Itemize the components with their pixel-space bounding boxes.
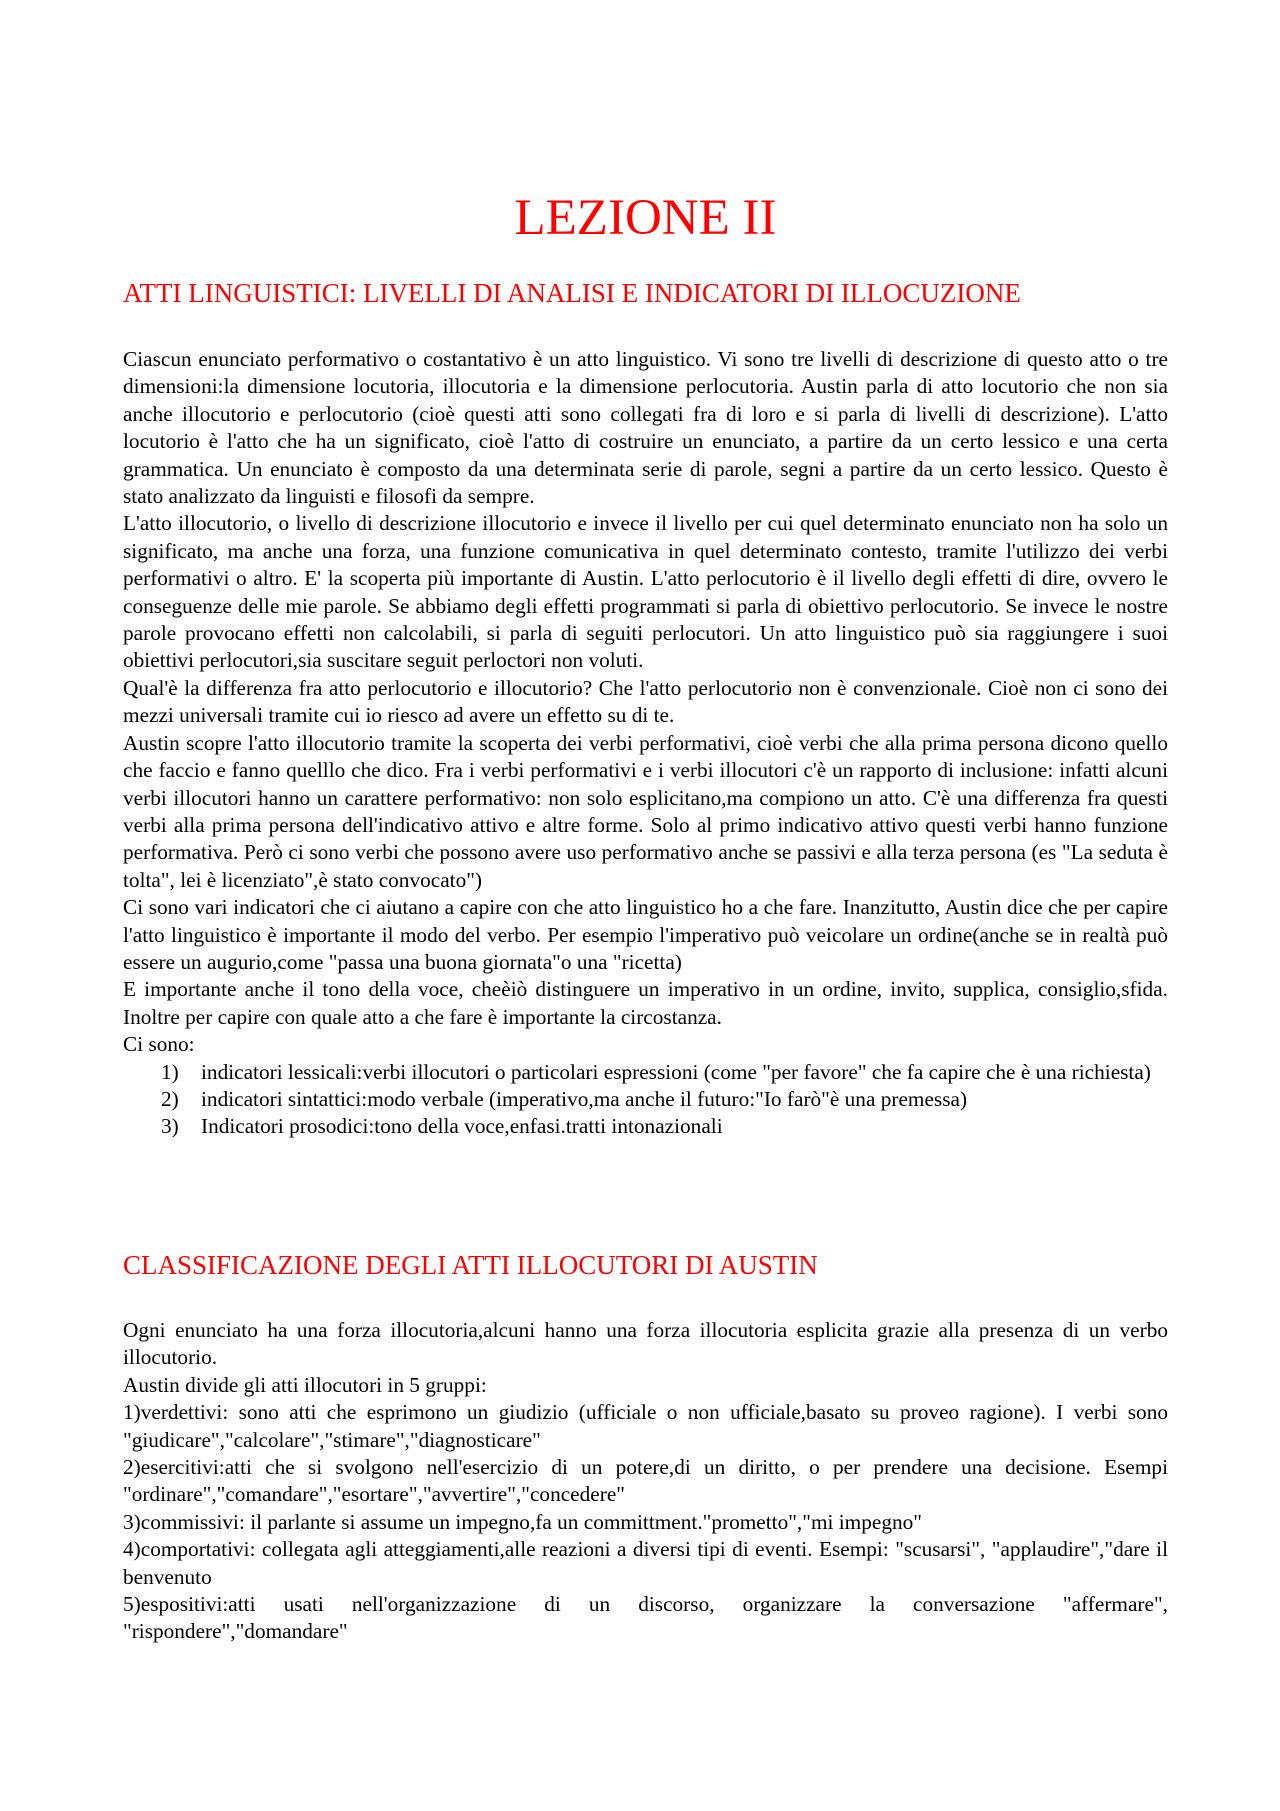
paragraph: 4)comportativi: collegata agli atteggiamenti,alle reazioni a diversi tipi di eventi. Esempi: "scusarsi", "applaudire","dare il benvenuto — [123, 1537, 1168, 1589]
list-item-number: 3) — [161, 1114, 179, 1139]
list-item-text: indicatori sintattici:modo verbale (imperativo,ma anche il futuro:"Io farò"è una premessa) — [201, 1086, 968, 1111]
paragraph: Ci sono vari indicatori che ci aiutano a capire con che atto linguistico ho a che fare. Inanzitutto, Austin dice che per capire l'atto linguistico è importante il modo del verbo. Per esempio l'imperativo può veicolare un ordine(anche se in realtà può essere un augurio,come "passa una buona giornata"o una "ricetta) — [123, 895, 1168, 974]
paragraph: Ci sono: — [123, 1032, 195, 1057]
list-item-text: indicatori lessicali:verbi illocutori o particolari espressioni (come "per favore" che fa capire che è una richiesta) — [201, 1059, 1151, 1084]
list-item-number: 2) — [161, 1086, 179, 1111]
list-item — [123, 1113, 1168, 1140]
list-item-number: 1) — [161, 1059, 179, 1084]
paragraph: 2)esercitivi:atti che si svolgono nell'esercizio di un potere,di un diritto, o per prendere una decisione. Esempi "ordinare","comandare","esortare","avvertire","concedere" — [123, 1455, 1168, 1507]
paragraph: Ogni enunciato ha una forza illocutoria,alcuni hanno una forza illocutoria esplicita grazie alla presenza di un verbo illocutorio. — [123, 1318, 1168, 1370]
section-heading-classificazione: CLASSIFICAZIONE DEGLI ATTI ILLOCUTORI DI AUSTIN — [123, 1250, 818, 1280]
paragraph: Austin scopre l'atto illocutorio tramite la scoperta dei verbi performativi, cioè verbi che alla prima persona dicono quello che faccio e fanno quelllo che dico. Fra i verbi performativi e i verbi illocutori c'è un rapporto di inclusione: infatti alcuni verbi illocutori hanno un carattere performativo: non solo esplicitano,ma compiono un atto. C'è una differenza fra questi verbi alla prima persona dell'indicativo attivo e altre forme. Solo al primo indicativo attivo questi verbi hanno funzione performativa. Però ci sono verbi che possono avere uso performativo anche se passivi e alla terza persona (es "La seduta è tolta", lei è licenziato",è stato convocato") — [123, 730, 1168, 892]
page-title: LEZIONE II — [514, 190, 777, 246]
section-body-classificazione — [123, 1317, 1168, 1646]
list-item-text: Indicatori prosodici:tono della voce,enfasi.tratti intonazionali — [201, 1114, 723, 1139]
paragraph: 1)verdettivi: sono atti che esprimono un giudizio (ufficiale o non ufficiale,basato su proveo ragione). I verbi sono "giudicare","calcolare","stimare","diagnosticare" — [123, 1400, 1168, 1452]
section-heading-atti-linguistici: ATTI LINGUISTICI: LIVELLI DI ANALISI E INDICATORI DI ILLOCUZIONE — [123, 278, 1021, 308]
indicators-list — [123, 1059, 1168, 1141]
paragraph: Austin divide gli atti illocutori in 5 gruppi: — [123, 1372, 487, 1397]
paragraph: 5)espositivi:atti usati nell'organizzazione di un discorso, organizzare la conversazione "affermare", "rispondere","domandare" — [123, 1592, 1168, 1644]
paragraph: 3)commissivi: il parlante si assume un impegno,fa un committment."prometto","mi impegno" — [123, 1509, 922, 1534]
paragraph: Qual'è la differenza fra atto perlocutorio e illocutorio? Che l'atto perlocutorio non è convenzionale. Cioè non ci sono dei mezzi universali tramite cui io riesco ad avere un effetto su di te. — [123, 675, 1168, 728]
list-item — [123, 1086, 1168, 1113]
section-body-atti-linguistici — [123, 346, 1168, 1141]
list-item — [123, 1059, 1168, 1086]
paragraph: L'atto illocutorio, o livello di descrizione illocutorio e invece il livello per cui quel determinato enunciato non ha solo un significato, ma anche una forza, una funzione comunicativa in quel determinato contesto, tramite l'utilizzo dei verbi performativi o altro. E' la scoperta più importante di Austin. L'atto perlocutorio è il livello degli effetti di dire, ovvero le conseguenze delle mie parole. Se abbiamo degli effetti programmati si parla di obiettivo perlocutorio. Se invece le nostre parole provocano effetti non calcolabili, si parla di seguiti perlocutori. Un atto linguistico può sia raggiungere i suoi obiettivi perlocutori,sia suscitare seguit perloctori non voluti. — [123, 511, 1168, 673]
paragraph: E importante anche il tono della voce, cheèiò distinguere un imperativo in un ordine, invito, supplica, consiglio,sfida. Inoltre per capire con quale atto a che fare è importante la circostanza. — [123, 977, 1168, 1029]
paragraph: Ciascun enunciato performativo o costantativo è un atto linguistico. Vi sono tre livelli di descrizione di questo atto o tre dimensioni:la dimensione locutoria, illocutoria e la dimensione perlocutoria. Austin parla di atto locutorio che non sia anche illocutorio e perlocutorio (cioè questi atti sono collegati fra di loro e si parla di livelli di descrizione). L'atto locutorio è l'atto che ha un significato, cioè l'atto di costruire un enunciato, a partire da un certo lessico e una certa grammatica. Un enunciato è composto da una determinata serie di parole, segni a partire da un certo lessico. Questo è stato analizzato da linguisti e filosofi da sempre. — [123, 347, 1168, 509]
